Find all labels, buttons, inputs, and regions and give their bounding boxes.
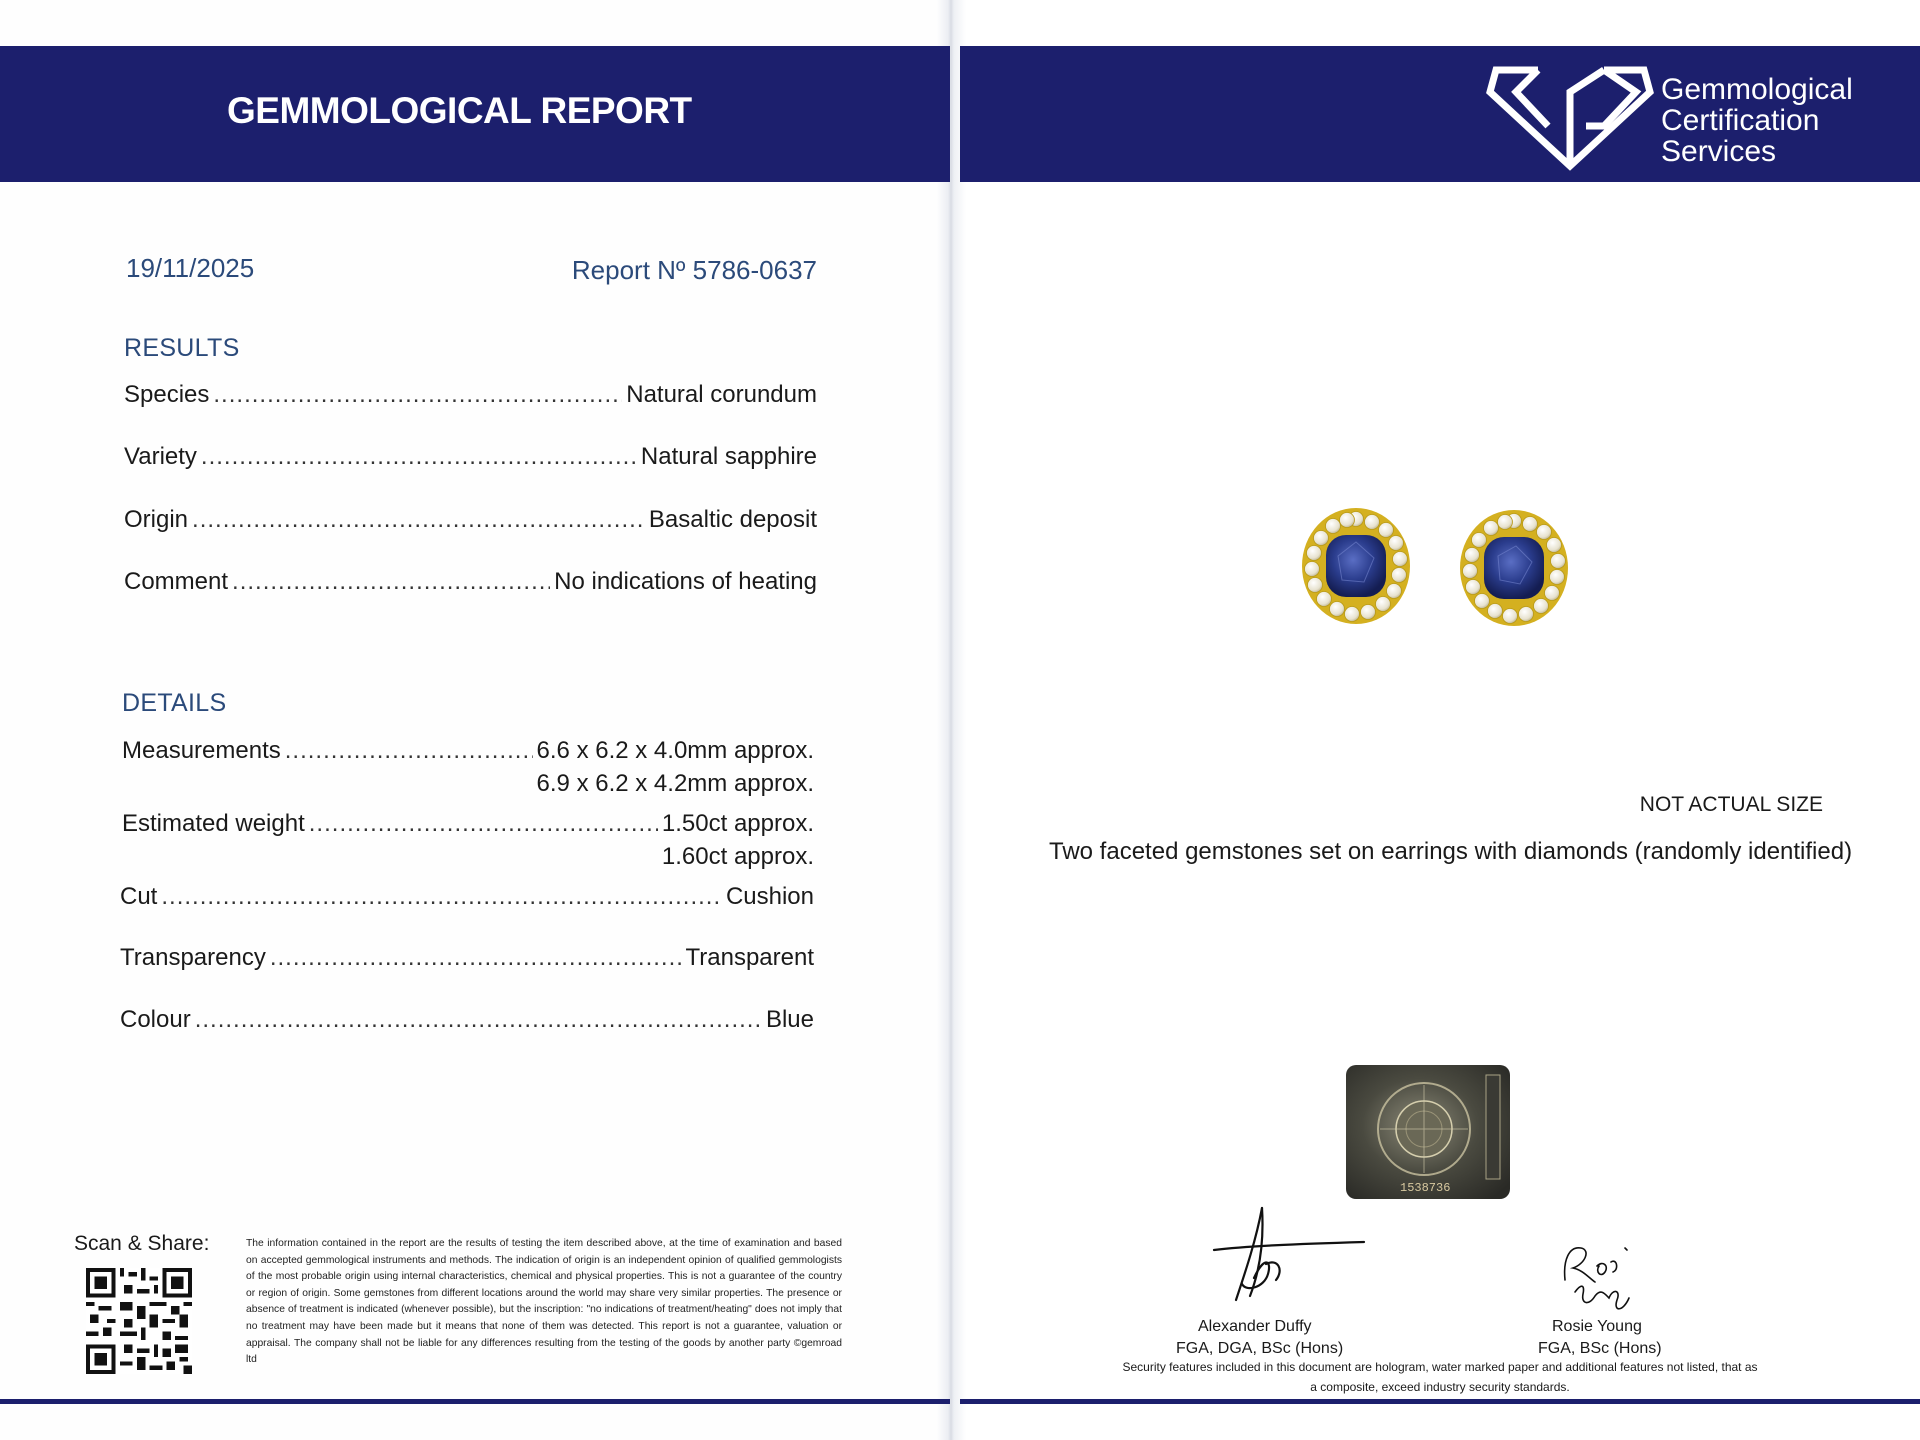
row-label: Origin xyxy=(124,506,189,533)
signer-qualifications-duffy: FGA, DGA, BSc (Hons) xyxy=(1176,1340,1344,1357)
logo-line-2: Certification xyxy=(1661,104,1820,137)
scan-share-label: Scan & Share: xyxy=(74,1232,210,1255)
left-page xyxy=(0,0,950,1440)
dot-leader xyxy=(201,443,637,471)
details-row-weight xyxy=(122,810,814,838)
signature-alexander-duffy xyxy=(1206,1200,1366,1310)
row-value: Cushion xyxy=(725,883,814,910)
dot-leader xyxy=(195,1006,762,1034)
row-value: Basaltic deposit xyxy=(648,506,817,533)
row-value: Blue xyxy=(765,1006,814,1033)
page-fold xyxy=(936,0,966,1440)
results-heading: RESULTS xyxy=(124,334,240,362)
item-caption: Two faceted gemstones set on earrings with diamonds (randomly identified) xyxy=(1049,838,1853,865)
row-label: Cut xyxy=(120,883,158,910)
dot-leader xyxy=(192,506,645,534)
bottom-rule-left xyxy=(0,1399,950,1404)
results-row-species xyxy=(124,381,817,409)
details-row-measurements xyxy=(122,737,814,765)
row-value: Transparent xyxy=(685,944,814,971)
signature-rosie-young xyxy=(1555,1240,1650,1315)
row-label: Comment xyxy=(124,568,229,595)
earrings-photo xyxy=(1290,504,1580,634)
security-hologram-icon xyxy=(1346,1065,1510,1199)
right-page xyxy=(950,0,1920,1440)
row-label: Variety xyxy=(124,443,197,470)
not-actual-size-note: NOT ACTUAL SIZE xyxy=(1639,793,1823,816)
bottom-rule-right xyxy=(960,1399,1920,1404)
dot-leader xyxy=(161,883,722,911)
details-heading: DETAILS xyxy=(122,689,227,717)
dot-leader xyxy=(232,568,550,596)
row-value: No indications of heating xyxy=(554,568,817,595)
hologram-number: 1538736 xyxy=(1400,1181,1451,1195)
disclaimer-text: The information contained in the report are the results of testing the item described above, at the time of examination and based on accepted gemmological instruments and methods. The indication of origin is an independent opinion of qualified gemmologists of the most probable origin using internal characteristics, chemical and physical properties. This is not a guarantee of the country or region of origin. Some gemstones from different locations around the world may share very similar properties. The presence or absence of treatment is indicated (whenever possible), but the inscription: "no indications of treatment/heating" does not imply that no treatment may have been made but it means that none of them was detected. This report is not a guarantee, valuation or appraisal. The company shall not be liable for any differences resulting from the testing of the goods by another party ©gemroad ltd xyxy=(246,1238,842,1366)
results-row-comment xyxy=(124,568,817,596)
dot-leader xyxy=(309,810,658,838)
report-date: 19/11/2025 xyxy=(126,253,255,283)
row-label: Colour xyxy=(120,1006,191,1033)
dot-leader xyxy=(270,944,682,972)
details-measurements-second: 6.9 x 6.2 x 4.2mm approx. xyxy=(536,770,814,797)
row-label: Transparency xyxy=(120,944,266,971)
row-label: Measurements xyxy=(122,737,281,764)
details-row-cut xyxy=(120,883,814,911)
row-label: Estimated weight xyxy=(122,810,305,837)
results-row-variety xyxy=(124,443,817,471)
report-number: Report Nº 5786-0637 xyxy=(571,255,817,285)
details-row-colour xyxy=(120,1006,814,1034)
dot-leader xyxy=(285,737,533,765)
results-row-origin xyxy=(124,506,817,534)
row-label: Species xyxy=(124,381,210,408)
signer-name-young: Rosie Young xyxy=(1552,1318,1642,1335)
earring-right xyxy=(1460,510,1568,626)
report-title: GEMMOLOGICAL REPORT xyxy=(227,90,692,131)
qr-code-icon[interactable] xyxy=(86,1268,192,1374)
logo-text xyxy=(1661,74,1853,167)
gcs-logo-icon xyxy=(1486,62,1654,172)
details-weight-second: 1.60ct approx. xyxy=(661,843,814,870)
security-features-note: Security features included in this document are hologram, water marked paper and additional features not listed, that as a composite, exceed industry security standards. xyxy=(1122,1360,1758,1394)
logo-line-1: Gemmological xyxy=(1661,73,1853,106)
row-value: Natural corundum xyxy=(626,381,817,408)
signer-name-duffy: Alexander Duffy xyxy=(1198,1318,1312,1335)
row-value: 6.6 x 6.2 x 4.0mm approx. xyxy=(536,737,814,764)
details-row-transparency xyxy=(120,944,814,972)
signer-qualifications-young: FGA, BSc (Hons) xyxy=(1538,1340,1662,1357)
dot-leader xyxy=(213,381,622,409)
row-value: 1.50ct approx. xyxy=(661,810,814,837)
row-value: Natural sapphire xyxy=(640,443,817,470)
earring-left xyxy=(1302,508,1410,624)
logo-line-3: Services xyxy=(1661,135,1777,168)
